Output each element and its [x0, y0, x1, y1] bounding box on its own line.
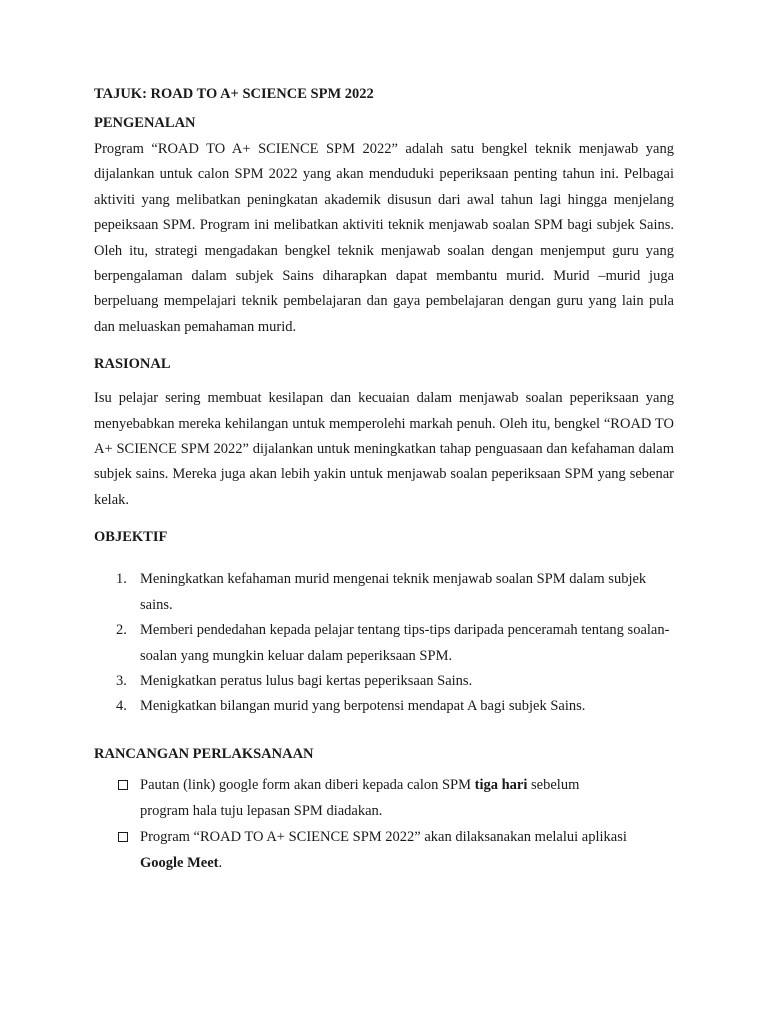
list-item — [94, 669, 674, 694]
rancangan-item2-after: . — [218, 854, 223, 871]
document-title: TAJUK: ROAD TO A+ SCIENCE SPM 2022 — [94, 86, 374, 102]
heading-pengenalan: PENGENALAN — [94, 115, 196, 131]
list-item-text: Memberi pendedahan kepada pelajar tentang tips-tips daripada penceramah tentang soalan-soalan yang mungkin keluar dalam peperiksaan SPM. — [140, 622, 670, 664]
list-item-text: Menigkatkan bilangan murid yang berpotensi mendapat A bagi subjek Sains. — [140, 698, 586, 715]
checkbox-bullet-icon — [118, 832, 128, 842]
rancangan-item2-bold: Google Meet — [140, 854, 219, 871]
paragraph-pengenalan: Program “ROAD TO A+ SCIENCE SPM 2022” adalah satu bengkel teknik menjawab yang dijalankan untuk calon SPM 2022 yang akan menduduki peperiksaan penting tahun ini. Pelbagai aktiviti yang melibatkan peningkatan akademik disusun dari awal tahun lagi hingga menjelang pepeiksaan SPM. Program ini melibatkan aktiviti teknik menjawab soalan SPM bagi subjek Sains. Oleh itu, strategi mengadakan bengkel teknik menjawab soalan dengan menjemput guru yang berpengalaman dalam subjek Sains diharapkan dapat membantu murid. Murid –murid juga berpeluang mempelajari teknik pembelajaran dan gaya pembelajaran dengan guru yang lain pula dan meluaskan pemahaman murid. — [94, 141, 674, 335]
list-item — [94, 824, 674, 876]
rancangan-item1-line2: program hala tuju lepasan SPM diadakan. — [140, 802, 383, 819]
list-item-text: Meningkatkan kefahaman murid mengenai teknik menjawab soalan SPM dalam subjek sains. — [140, 571, 647, 613]
list-number: 2. — [116, 622, 127, 639]
list-item — [94, 694, 674, 719]
list-item — [94, 772, 674, 824]
rancangan-item1-after: sebelum — [527, 776, 580, 793]
heading-rasional: RASIONAL — [94, 356, 171, 373]
list-number: 1. — [116, 571, 127, 588]
checkbox-bullet-icon — [118, 780, 128, 790]
list-item-text: Menigkatkan peratus lulus bagi kertas peperiksaan Sains. — [140, 672, 473, 689]
rancangan-list — [94, 772, 674, 876]
list-item — [94, 567, 674, 618]
list-number: 4. — [116, 698, 127, 715]
objektif-list — [94, 567, 674, 719]
rancangan-item1-before: Pautan (link) google form akan diberi kepada calon SPM — [140, 776, 475, 793]
rancangan-item2-before: Program “ROAD TO A+ SCIENCE SPM 2022” akan dilaksanakan melalui aplikasi — [140, 828, 627, 845]
heading-objektif: OBJEKTIF — [94, 529, 168, 546]
list-number: 3. — [116, 672, 127, 689]
list-item — [94, 618, 674, 669]
rancangan-item1-bold: tiga hari — [474, 776, 528, 793]
paragraph-rasional: Isu pelajar sering membuat kesilapan dan kecuaian dalam menjawab soalan peperiksaan yang menyebabkan mereka kehilangan untuk memperolehi markah penuh. Oleh itu, bengkel “ROAD TO A+ SCIENCE SPM 2022” dijalankan untuk meningkatkan tahap penguasaan dan kefahaman dalam subjek sains. Mereka juga akan lebih yakin untuk menjawab soalan peperiksaan SPM yang sebenar kelak. — [94, 390, 674, 508]
document-page — [94, 84, 674, 876]
heading-rancangan: RANCANGAN PERLAKSANAAN — [94, 745, 314, 762]
